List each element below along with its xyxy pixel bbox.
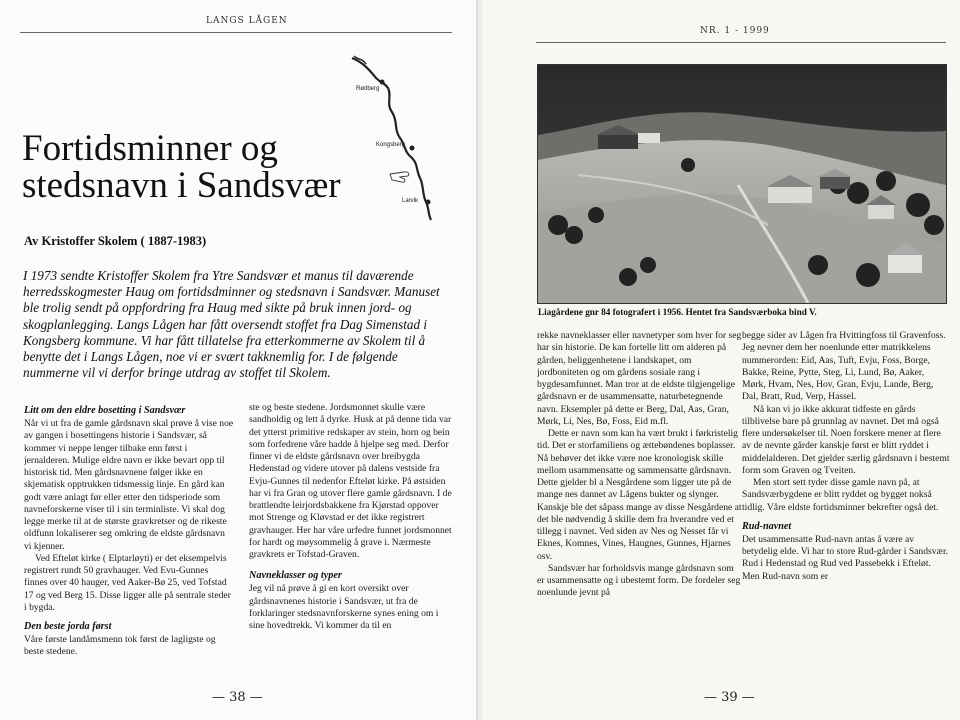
section-heading: Rud-navnet bbox=[742, 520, 792, 532]
body-paragraph: Når vi ut fra de gamle gårdsnavn skal prøve å vise noe av gangen i bosettingens historie i Sandsvær, så kommer vi neppe lenger tilbake enn først i jernalderen. Mulige eldre navn er ikke bevart opp til historisk tid. Men gårdsnavnene følger ikke en skjematisk opptrukken tidsmessig linje. En gård kan godt være anlagt før eller etter den tidsperiode som navneforskerne viser til i sin terminliste. Vi skal dog legge merke til at de største gravkretser og de rikeste oldfunn lokaliserer seg omkring de eldste gårdsnavn vi kjenner. bbox=[24, 418, 234, 552]
body-paragraph: Nå kan vi jo ikke akkurat tidfeste en gårds tilblivelse bare på grunnlag av navnet. Det må også flere undersøkelser til. Noen forskere mener at flere av de nevnte gårder kanskje først er blitt ryddet i middelalderen. Det gjelder særlig gårdsnavn i bestemt form som Graven og Tveiten. bbox=[742, 403, 950, 476]
page-number-right: — 39 — bbox=[704, 690, 755, 705]
left-column-1 bbox=[24, 402, 234, 687]
header-rule-left bbox=[20, 32, 452, 33]
photo-caption: Liagårdene gnr 84 fotografert i 1956. Hentet fra Sandsværboka bind V. bbox=[538, 307, 817, 317]
farm-photo-image bbox=[538, 65, 946, 303]
body-paragraph: Men stort sett tyder disse gamle navn på, at Sandsværbygdene er blitt ryddet og bygget nokså tidlig. Våre eldste fortidsminner bekrefter også det. bbox=[742, 477, 939, 513]
city-dot-larvik bbox=[426, 200, 431, 205]
body-paragraph: ste og beste stedene. Jordsmonnet skulle være sandholdig og lett å dyrke. Husk at på denne tida var det ytterst primitive redskaper av stein, horn og bein som forfedrene våre hadde å hjelpe seg med. Derfor finner vi de eldste gårdsnavn over breibygda Hedenstad og videre utover på dalens vestside fra Evju-Gunnes til nedenfor Efteløt kirke. På østsiden har vi fra Gran og utover flere gamle gårdsnavn. I de brattlendte leirjordsbakkene fra Kjørstad oppover mot Strenge og Kløvstad er det ikke registrert gravhauger. Her har våre urfedre funnet jordsmonnet for hardt og møysommelig å grave i. Nærmeste gravkrets er Tofstad-Graven. bbox=[249, 402, 452, 560]
running-head-right: NR. 1 - 1999 bbox=[700, 26, 770, 36]
article-title bbox=[22, 130, 382, 204]
map-label-larvik: Larvik bbox=[402, 198, 419, 204]
page-number-left: — 38 — bbox=[212, 690, 263, 705]
body-paragraph: Sandsvær har forholdsvis mange gårdsnavn som er usammensatte og i ubestemt form. De fordeler seg noenlunde jevnt på bbox=[537, 562, 741, 599]
city-dot-rodberg bbox=[380, 80, 385, 85]
left-column-2 bbox=[249, 402, 455, 687]
header-rule-right bbox=[536, 42, 946, 43]
title-line-1: Fortidsminner og bbox=[22, 128, 278, 169]
body-paragraph: Jeg vil nå prøve å gi en kort oversikt over gårdsnavnenes historie i Sandsvær, ut fra de forklaringer stedsnavnforskerne synes ening om i sine hovedtrekk. Vi kommer da til en bbox=[249, 583, 439, 631]
section-heading: Litt om den eldre bosetting i Sandsvær bbox=[24, 405, 186, 416]
left-page bbox=[0, 0, 478, 720]
right-column-2 bbox=[742, 330, 950, 688]
body-paragraph: Dette er navn som kan ha vært brukt i førkristelig tid. Det er storfamiliens og ættebøndenes boplasser. Nå behøver det ikke være noe kronologisk skille mellom usammensatte og sammensatte gårdsnavn. Dette gjelder bl a Nesgårdene som ligger ute på de mange nes dannet av Lågens bukter og slynger. Kanskje ble det såpass mange av disse Nesgårdene at det ble nødvendig å skille dem fra hverandre ved et tillegg i navnet. Ved siden av Nes og Nesset får vi Eknes, Komnes, Vines, Haugnes, Gunnes, Hjarnes osv. bbox=[537, 428, 742, 562]
body-paragraph: Våre første landåmsmenn tok først de lagligste og beste stedene. bbox=[24, 634, 216, 658]
city-dot-kongsberg bbox=[410, 146, 415, 151]
body-paragraph: Det usammensatte Rud-navn antas å være av betydelig elde. Vi har to store Rud-gårder i Sandsvær. Rud i Hedenstad og Rud ved Passebekk i Efteløt. Men Rud-navn som er bbox=[742, 533, 949, 582]
title-line-2: stedsnavn i Sandsvær bbox=[22, 165, 341, 206]
running-head-left: LANGS LÅGEN bbox=[206, 16, 288, 26]
section-heading: Navneklasser og typer bbox=[249, 570, 342, 582]
body-paragraph: begge sider av Lågen fra Hvittingfoss til Gravenfoss. Jeg nevner dem her noenlunde etter matrikkelens nummerorden: Eid, Aas, Tuft, Evju, Foss, Borge, Bakke, Reine, Pytte, Steg, Li, Lund, Bø, Aaker, Mørk, Hvam, Nes, Hov, Gran, Evju, Lande, Berg, Dal, Bratt, Rud, Verp, Hassel. bbox=[742, 330, 946, 403]
map-label-kongsberg: Kongsberg bbox=[376, 142, 406, 148]
farm-photograph bbox=[537, 64, 947, 304]
byline: Av Kristoffer Skolem ( 1887-1983) bbox=[24, 234, 207, 248]
pointing-hand-icon bbox=[390, 172, 409, 182]
intro-paragraph: I 1973 sendte Kristoffer Skolem fra Ytre Sandsvær et manus til daværende herredsskogmester Haug om fortidsdminner og stedsnavn i Sandsvær. Manuset ble trolig sendt på oppfordring fra Haug med sikte på bruk innen jord- og skogplanlegging. Langs Lågen har fått oversendt stoffet fra Dag Simenstad i Kongsberg kommune. Vi har fått tillatelse fra etterkommerne av Skolem til å benytte det i Langs Lågen, noe vi er svært takknemlig for. I de følgende nummerne vil vi derfor bringe utdrag av stoffet til Skolem. bbox=[23, 268, 440, 381]
map-label-rodberg: Rødberg bbox=[356, 86, 380, 92]
section-heading: Den beste jorda først bbox=[24, 621, 112, 632]
body-paragraph: rekke navneklasser eller navnetyper som hver for seg har sin historie. De kan fortelle litt om alderen på gården, beliggenhetene i landskapet, om jordbonitеten og om gårdens sosiale rang i bygdesamfunnet. Man tror at de eldste tilgjengelige gårdsnavn er de usammensatte, naturbetegnende navn. Eksempler på dette er Berg, Dal, Aas, Gran, Mørk, Li, Nes, Bø, Foss, Eid m.fl. bbox=[537, 330, 742, 427]
right-column-1 bbox=[537, 330, 742, 688]
body-paragraph: Ved Efteløt kirke ( Elptarløyti) er det eksempelvis registrert rundt 50 gravhauger. Ved Evu-Gunnes finnes over 40 hauger, ved Aaker-Bø 25, ved Tofstad 17 og ved Berg 15. Disse ligger alle på sentrale steder i bygda. bbox=[24, 552, 231, 613]
